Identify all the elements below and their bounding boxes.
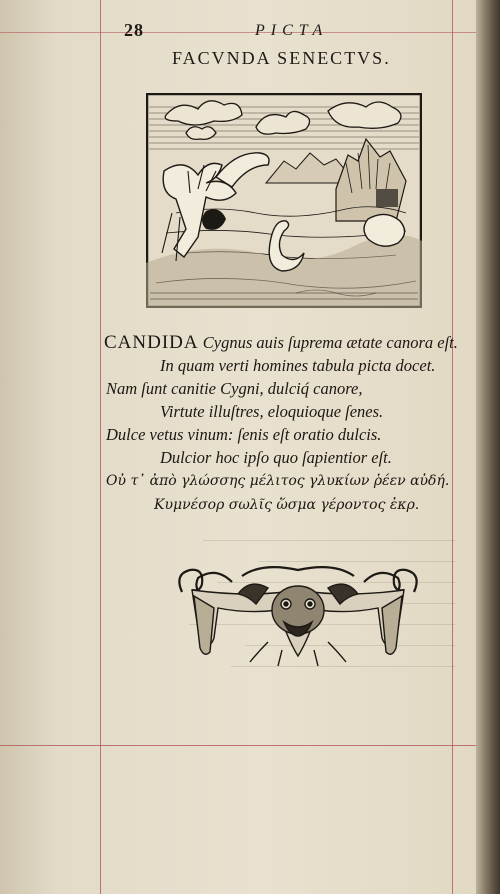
verse-line-1-text: Cygnus auis ſuprema ætate canora eſt. <box>202 333 458 352</box>
running-head: PICTA <box>255 22 329 39</box>
verse-line-2: In quam verti homines tabula picta docet. <box>160 356 436 375</box>
verse-line-6: Dulcior hoc ipſo quo ſapientior eſt. <box>160 448 392 467</box>
ram-head-ornament-image <box>172 562 424 672</box>
verse-line-5: Dulce vetus vinum: ſenis eſt oratio dulcis. <box>106 425 382 444</box>
verse-drop-word: CANDIDA <box>104 332 199 353</box>
verse-line-1 <box>104 332 458 354</box>
book-fore-edge <box>476 0 500 894</box>
greek-line-1: Οὐ τ᾽ ἀπὸ γλώσσης μέλιτος γλυκίων ῥέεν αὐδή. <box>106 473 450 489</box>
verse-line-3: Nam ſunt canitie Cygni, dulciq́ canore, <box>106 379 363 398</box>
swan-woodcut-image <box>146 93 422 308</box>
margin-rule-left <box>100 0 101 894</box>
verse-line-4: Virtute illuſtres, eloquioque ſenes. <box>160 402 384 421</box>
page-number: 28 <box>124 20 144 40</box>
margin-rule-top <box>0 32 476 33</box>
emblem-title: FACVNDA SENECTVS. <box>172 48 391 68</box>
margin-rule-right <box>452 0 453 894</box>
greek-line-2: Κυμνέσορ σωλῖς ὥσμα γέροντος ἐκρ. <box>154 497 420 513</box>
margin-rule-bottom <box>0 745 476 746</box>
